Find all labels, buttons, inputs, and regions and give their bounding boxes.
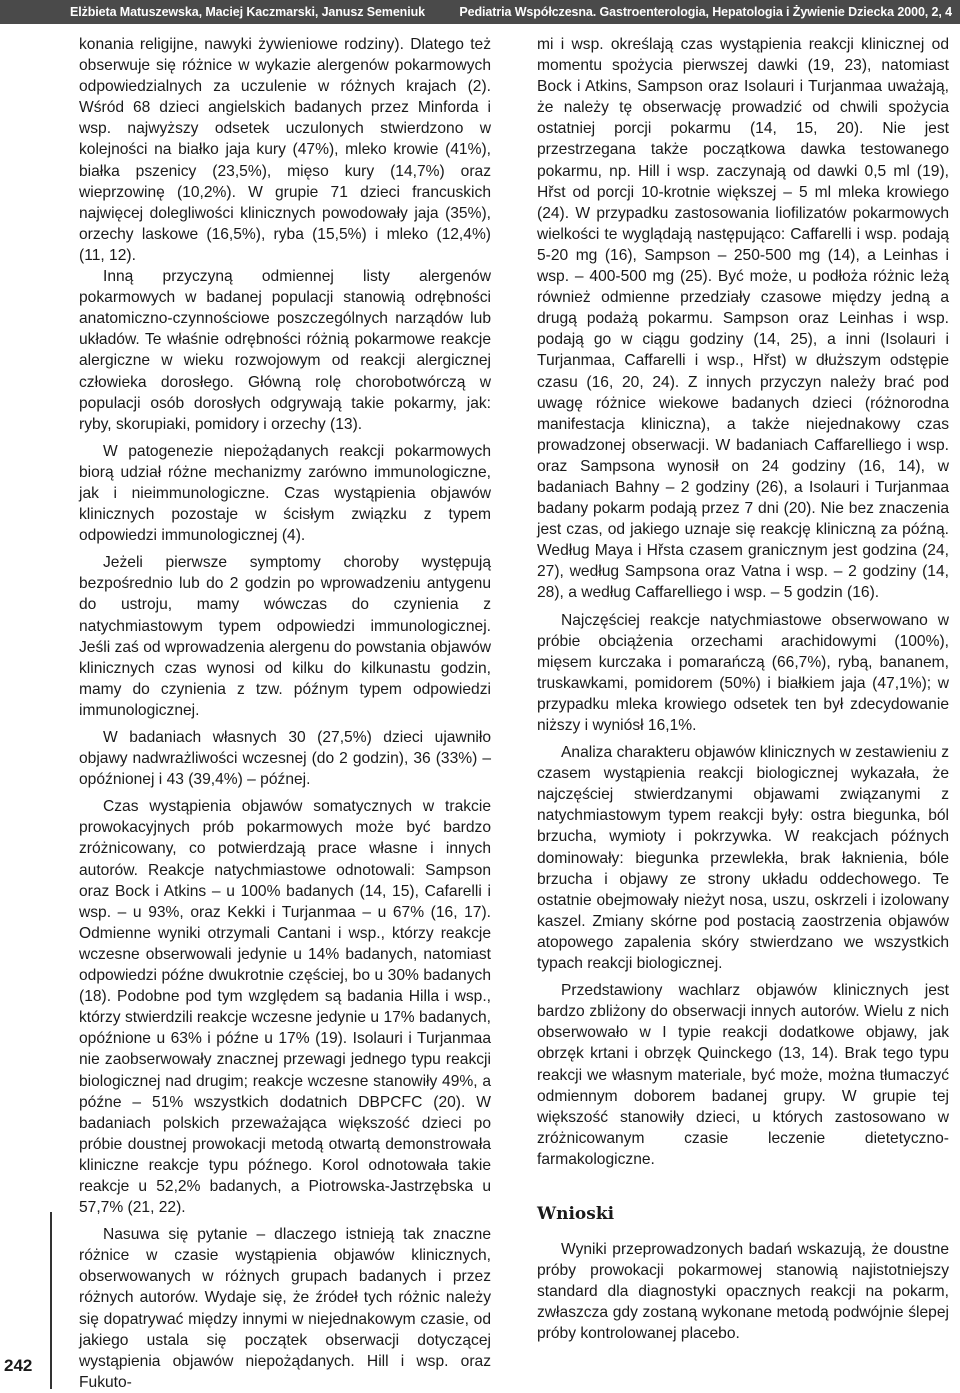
header-journal: Pediatria Współczesna. Gastroenterologia, Hepatologia i Żywienie Dziecka 2000, 2, 4: [459, 5, 952, 19]
paragraph: mi i wsp. określają czas wystąpienia reakcji klinicznej od momentu spożycia pierwszej dawki (19, 23), natomiast Bock i Atkins, Sampson oraz Isolauri i Turjanmaa uważają, że należy tę obserwację prowadzić od chwili spożycia ostatniej porcji pokarmu (14, 15, 20). Nie jest przestrzegana także początkowa dawka testowanego pokarmu, np. Hill i wsp. zaczynają od dawki 0,5 ml (19), Hřst od porcji 10-krotnie większej – 5 ml mleka krowiego (24). W przypadku zastosowania liofilizatów pokarmowych wielkości te wyglądają następująco: Caffarelli i wsp. podają 5-20 mg (16), Sampson – 250-500 mg (14), a Leinhas i wsp. – 400-500 mg (25). Być może, u podłoża różnic leżą również odmienne przedziały czasowe między jedną a drugą podażą pokarmu. Sampson oraz Leinhas i wsp. podają go w ciągu godziny (14, 25), a inni (Isolauri i Turjanmaa, Caffarelli i wsp., Hřst) w dłuższym odstępie czasu (16, 20, 24). Z innych przyczyn należy brać pod uwagę różnice wiekowe badanych dzieci (różnorodna manifestacja kliniczna), a także niejednakowy czas prowadzonej obserwacji. W badaniach Caffarelliego i wsp. oraz Sampsona wynosił on 24 godziny (16, 14), w badaniach Bahny – 2 godziny (26), a Isolauri i Turjanmaa badany pokarm podają przez 7 dni (20). Nie bez znaczenia jest czas, od jakiego uznaje się reakcję kliniczną za późną. Według Maya i Hřsta czasem granicznym jest godzina (24, 27), według Sampsona oraz Vatna i wsp. – 2 godziny (14, 28), a według Caffarelliego i wsp. – 5 godzin (16).: [537, 36, 949, 602]
paragraph: Przedstawiony wachlarz objawów klinicznych jest bardzo zbliżony do obserwacji innych autorów. Wielu z nich obserwowało w I typie reakcji dodatkowe objawy, jak obrzęk krtani i obrzęk Quinckego (13, 14). Brak tego typu reakcji we własnym materiale, być może, można tłumaczyć odmiennym doborem badanej grupy. W grupie tej większość stanowiły dzieci, u których zastosowano w zróżnicowanym czasie leczenie dietetyczno-farmakologiczne.: [537, 982, 949, 1168]
paragraph: konania religijne, nawyki żywieniowe rodziny). Dlatego też obserwuje się różnice w wykazie alergenów pokarmowych odpowiedzialnych za uczulenie w różnych krajach (2). Wśród 68 dzieci angielskich badanych przez Minforda i wsp. najwyższy odsetek uczulonych stwierdzono w kolejności na białko jaja kury (47%), mleko krowie (41%), białka pszenicy (23,5%), mięso kury (14,7%) oraz wieprzowinę (10,2%). W grupie 71 dzieci francuskich najwięcej dolegliwości klinicznych powodowały jaja (35%), orzechy laskowe (16,5%), ryba (15,5%) i mleko (12,4%) (11, 12).: [79, 36, 491, 264]
paragraph: Nasuwa się pytanie – dlaczego istnieją tak znaczne różnice w czasie wystąpienia objawów klinicznych, obserwowanych w różnych grupach badanych i przez różnych autorów. Wydaje się, że źródeł tych różnic należy się dopatrywać między innymi w niejednakowym czasie, od jakiego ustala się początek obserwacji dotyczącej wystąpienia objawów niepożądanych. Hill i wsp. oraz Fukuto-: [79, 1226, 491, 1391]
paragraph: W badaniach własnych 30 (27,5%) dzieci ujawniło objawy nadwrażliwości wczesnej (do 2 godzin), 36 (33%) – opóźnionej i 43 (39,4%) – późnej.: [79, 729, 491, 789]
paragraph: Najczęściej reakcje natychmiastowe obserwowano w próbie obciążenia orzechami arachidowymi (100%), mięsem kurczaka i pomarańczą (66,7%), rybą, bananem, truskawkami, pomidorem (50%) i białkiem jaja (47,1%); w przypadku mleka krowiego odsetek ten był zdecydowanie niższy i wyniósł 16,1%.: [537, 611, 949, 734]
left-column: [79, 34, 491, 1393]
paragraph: Czas wystąpienia objawów somatycznych w trakcie prowokacyjnych prób pokarmowych może być bardzo zróżnicowany, co potwierdzają prace własne i innych autorów. Reakcje natychmiastowe odnotowali: Sampson oraz Bock i Atkins – u 100% badanych (14, 15), Cafarelli i wsp. – u 93%, oraz Kekki i Turjanmaa – u 67% (16, 17). Odmienne wyniki otrzymali Cantani i wsp., którzy reakcje wczesne obserwowali jedynie u 14% badanych, natomiast odpowiedzi późne dwukrotnie częściej, bo u 30% badanych (18). Podobne pod tym względem są badania Hilla i wsp., którzy stwierdzili reakcje wczesne jedynie u 17% badanych, opóźnione u 63% i późne u 17% (19). Isolauri i Turjanmaa nie zaobserwowały znacznej przewagi jednego typu reakcji biologicznej nad drugim; reakcje wczesne stanowiły 49%, a późne – 51% wszystkich dodatnich DBPCFC (20). W badaniach polskich przeważająca większość dzieci po próbie doustnej prowokacji metodą otwartą demonstrowała kliniczne reakcje typu późnego. Korol odnotowała takie reakcje u 52,2% badanych, a Piotrowska-Jastrzębska u 57,7% (21, 22).: [79, 798, 491, 1217]
paragraph: Analiza charakteru objawów klinicznych w zestawieniu z czasem wystąpienia reakcji biologicznej wykazała, że najczęściej stwierdzanymi objawami związanymi z natychmiastowym typem reakcji były: ostra biegunka, ból brzucha, wymioty i pokrzywka. W reakcjach późnych dominowały: biegunka przewlekła, brak łaknienia, bóle brzucha i objawy ze strony układu oddechowego. Te ostatnie obejmowały nieżyt nosa, uszu, oskrzeli i izolowany kaszel. Zmiany skórne pod postacią zaostrzenia objawów atopowego zapalenia skóry stwierdzano we wszystkich typach reakcji biologicznej.: [537, 744, 949, 973]
paragraph: Jeżeli pierwsze symptomy choroby występują bezpośrednio lub do 2 godzin po wprowadzeniu antygenu do ustroju, mamy wówczas do czynienia z natychmiastowym typem odpowiedzi immunologicznej. Jeśli zaś od wprowadzenia alergenu do powstania objawów klinicznych czas wynosi od kilku do kilkunastu godzin, mamy do czynienia z tzw. późnym typem odpowiedzi immunologicznej.: [79, 554, 491, 719]
paragraph: W patogenezie niepożądanych reakcji pokarmowych biorą udział różne mechanizmy zarówno immunologiczne, jak i nieimmunologiczne. Czas wystąpienia objawów klinicznych pozostaje w ścisłym związku z typem odpowiedzi immunologicznej (4).: [79, 442, 491, 545]
section-paragraph: Wyniki przeprowadzonych badań wskazują, że doustne próby prowokacji pokarmowej stanowią najistotniejszy standard dla diagnostyki opacznych reakcji na pokarm, zwłaszcza gdy zostaną wykonane metodą podwójnie ślepej próby kontrolowanej placebo.: [537, 1241, 949, 1343]
right-column: [537, 34, 949, 1345]
paragraph: Inną przyczyną odmiennej listy alergenów pokarmowych w badanej populacji stanowią odrębności anatomiczno-czynnościowe poszczególnych narządów lub układów. Te właśnie odrębności różnią pokarmowe reakcje alergiczne w wieku rozwojowym od reakcji alergicznej człowieka dorosłego. Główną rolę chorobotwórczą w populacji osób dorosłych odgrywają takie pokarmy, jak: ryby, skorupiaki, pomidory i orzechy (13).: [79, 268, 491, 433]
page-number: 242: [4, 1356, 33, 1375]
page-number-rule: [50, 1212, 52, 1389]
header-authors: Elżbieta Matuszewska, Maciej Kaczmarski, Janusz Semeniuk: [70, 5, 425, 19]
section-heading: Wnioski: [537, 1203, 615, 1224]
running-header: [0, 0, 960, 24]
